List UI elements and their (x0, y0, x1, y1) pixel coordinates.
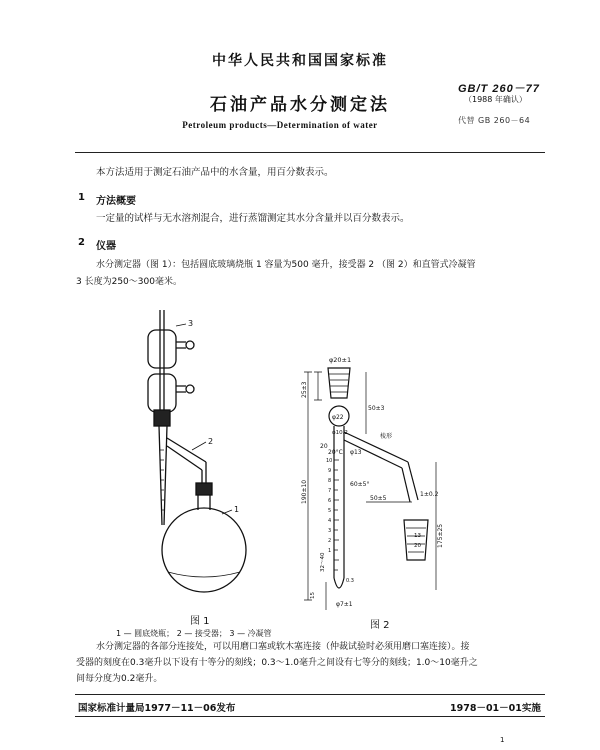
confirmed-year: （1988 年确认） (464, 95, 527, 104)
standard-code: GB/T 260－77 (458, 83, 540, 95)
footer-divider-top (75, 694, 545, 695)
scale-4: 4 (328, 518, 332, 524)
footer-effective-date: 1978－01－01实施 (450, 703, 541, 714)
scale-10: 10 (326, 458, 333, 464)
figure1-caption: 图 1 (190, 616, 210, 627)
standard-org-title: 中华人民共和国国家标准 (212, 53, 388, 69)
fig2-top-diameter: φ20±1 (329, 356, 352, 364)
paragraph-line2: 受器的刻度在0.3毫升以下设有十等分的刻线；0.3～1.0毫升之间设有七等分的刻线；1.0～10毫升之 (76, 658, 478, 668)
figure1-apparatus (110, 300, 260, 620)
section1-heading: 方法概要 (96, 196, 136, 207)
scale-7: 7 (328, 488, 332, 494)
fig2-dim-50-mid: 50±5 (370, 495, 387, 502)
section1-number: 1 (78, 192, 85, 203)
fig2-dim-190: 190±10 (301, 479, 308, 504)
paragraph-line3: 间每分度为0.2毫升。 (76, 674, 163, 684)
fig2-dim-50-right: 50±3 (368, 405, 385, 412)
scale-8: 8 (328, 478, 332, 484)
fig2-dim-20-left: 20 (320, 443, 328, 450)
fig2-dim-15: 15 (310, 592, 316, 599)
fig2-dim-25: 25±3 (301, 381, 308, 398)
replaces-standard: 代替 GB 260－64 (458, 116, 531, 125)
fig2-small-13: 13 (414, 533, 421, 539)
header-divider (75, 152, 545, 153)
fig2-joint-diameter: φ10.2 (332, 430, 348, 436)
fig1-label-3: 3 (188, 319, 194, 328)
fig1-label-1: 1 (234, 505, 240, 514)
footer-publisher: 国家标准计量局1977－11－06发布 (78, 703, 236, 714)
fig2-angle: 60±5° (350, 481, 370, 488)
fig2-small-20: 20 (414, 543, 421, 549)
page-number: 1 (500, 736, 505, 744)
section2-number: 2 (78, 237, 85, 248)
fig2-label-lingxing: 棱形 (380, 433, 393, 440)
scale-1: 1 (328, 548, 332, 554)
fig2-tube-diameter: 1±0.2 (420, 491, 439, 498)
fig2-bottom-diameter: φ7±1 (336, 601, 353, 608)
document-title-en: Petroleum products—Determination of water (182, 120, 378, 130)
section2-text-line2: 3 长度为250～300毫米。 (76, 277, 182, 287)
scale-6: 6 (328, 498, 332, 504)
fig1-label-2: 2 (208, 437, 214, 446)
section2-text-line1: 水分测定器（图 1）：包括圆底玻璃烧瓶 1 容量为500 毫升，接受器 2 （图 2）和直管式冷凝管 (96, 260, 476, 270)
section2-heading: 仪器 (96, 241, 116, 252)
fig2-temperature: 20°C (328, 449, 343, 456)
scale-0-3: 0.3 (346, 578, 354, 584)
intro-paragraph: 本方法适用于测定石油产品中的水含量，用百分数表示。 (96, 167, 334, 178)
fig2-bulb-diameter: φ22 (332, 414, 344, 421)
figure2-caption: 图 2 (370, 620, 390, 631)
scale-9: 9 (328, 468, 332, 474)
scale-2: 2 (328, 538, 332, 544)
scale-5: 5 (328, 508, 332, 514)
fig2-dia-13: φ13 (350, 449, 362, 456)
figure1-legend: 1 — 圆底烧瓶； 2 — 接受器； 3 — 冷凝管 (116, 629, 272, 638)
document-title-zh: 石油产品水分测定法 (210, 95, 390, 115)
paragraph-line1: 水分测定器的各部分连接处，可以用磨口塞或软木塞连接（仲裁试验时必须用磨口塞连接）。接 (96, 642, 470, 652)
footer-divider-bottom (75, 716, 545, 717)
scale-3: 3 (328, 528, 332, 534)
fig2-dim-32: 32～40 (320, 552, 326, 572)
figure2-receiver (296, 350, 476, 620)
fig2-dim-175: 175±25 (437, 523, 444, 548)
section1-text: 一定量的试样与无水溶剂混合，进行蒸馏测定其水分含量并以百分数表示。 (96, 213, 410, 224)
